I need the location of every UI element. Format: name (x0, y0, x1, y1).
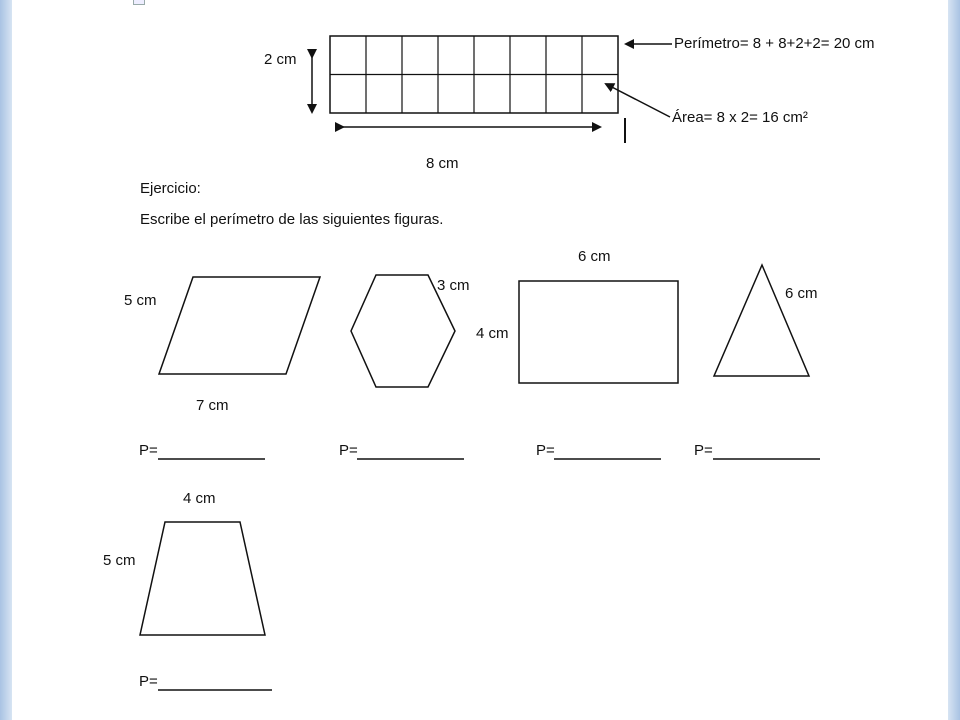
parallelogram-shape (159, 277, 320, 374)
exercise-instruction: Escribe el perímetro de las siguientes figuras. (140, 211, 444, 228)
parallelogram-figure (124, 277, 320, 459)
hexagon-figure (339, 275, 470, 459)
triangle-shape (714, 265, 809, 376)
rectangle-shape (519, 281, 678, 383)
triangle-figure (694, 265, 820, 459)
area-note: Área= 8 x 2= 16 cm² (672, 109, 808, 126)
rectangle-side-label: 4 cm (476, 325, 509, 342)
trapezoid-side-label: 5 cm (103, 552, 136, 569)
example-figure (264, 35, 875, 172)
hexagon-answer-prefix: P= (339, 442, 358, 459)
hexagon-side-label: 3 cm (437, 277, 470, 294)
exercise-heading: Ejercicio: (140, 180, 201, 197)
rectangle-top-label: 6 cm (578, 248, 611, 265)
parallelogram-side-label: 5 cm (124, 292, 157, 309)
trapezoid-top-label: 4 cm (183, 490, 216, 507)
trapezoid-figure (103, 490, 272, 690)
height-label: 2 cm (264, 51, 297, 68)
grid-rectangle (330, 36, 618, 113)
width-label: 8 cm (426, 155, 459, 172)
rectangle-answer-prefix: P= (536, 442, 555, 459)
rectangle-figure (476, 248, 678, 459)
triangle-side-label: 6 cm (785, 285, 818, 302)
trapezoid-answer-prefix: P= (139, 673, 158, 690)
perimeter-note: Perímetro= 8 + 8+2+2= 20 cm (674, 35, 875, 52)
triangle-answer-prefix: P= (694, 442, 713, 459)
area-pointer-arrow (606, 84, 670, 117)
trapezoid-shape (140, 522, 265, 635)
parallelogram-base-label: 7 cm (196, 397, 229, 414)
parallelogram-answer-prefix: P= (139, 442, 158, 459)
